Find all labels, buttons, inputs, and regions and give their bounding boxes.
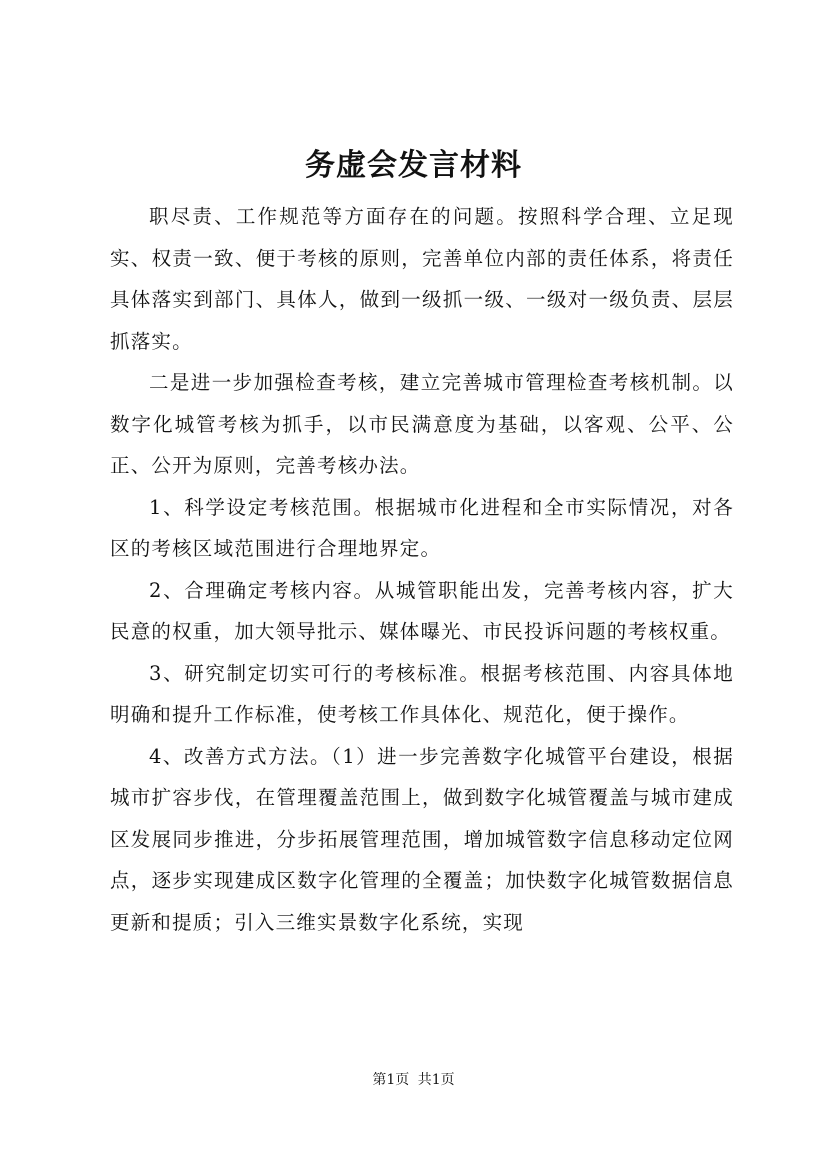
document-body (110, 196, 734, 943)
paragraph-scope: 1、科学设定考核范围。根据城市化进程和全市实际情况，对各区的考核区域范围进行合理地界定。 (110, 495, 734, 560)
paragraph-content: 2、合理确定考核内容。从城管职能出发，完善考核内容，扩大民意的权重，加大领导批示、媒体曝光、市民投诉问题的考核权重。 (110, 578, 734, 643)
document-title: 务虚会发言材料 (305, 148, 522, 183)
paragraph-inspection: 二是进一步加强检查考核，建立完善城市管理检查考核机制。以数字化城管考核为抓手，以市民满意度为基础，以客观、公平、公正、公开为原则，完善考核办法。 (110, 371, 734, 477)
paragraph-methods: 4、改善方式方法。（1）进一步完善数字化城管平台建设，根据城市扩容步伐，在管理覆盖范围上，做到数字化城管覆盖与城市建成区发展同步推进，分步拓展管理范围，增加城管数字信息移动定位网点，逐步实现建成区数字化管理的全覆盖；加快数字化城管数据信息更新和提质；引入三维实景数字化系统，实现 (110, 744, 734, 934)
page-total: 共1页 (417, 1072, 455, 1088)
paragraph-standards: 3、研究制定切实可行的考核标准。根据考核范围、内容具体地明确和提升工作标准，使考核工作具体化、规范化，便于操作。 (110, 661, 734, 726)
paragraph-responsibility: 职尽责、工作规范等方面存在的问题。按照科学合理、立足现实、权责一致、便于考核的原则，完善单位内部的责任体系，将责任具体落实到部门、具体人，做到一级抓一级、一级对一级负责、层层抓落实。 (110, 205, 734, 353)
page-number: 第1页 (372, 1072, 410, 1088)
page-footer (0, 1070, 827, 1090)
